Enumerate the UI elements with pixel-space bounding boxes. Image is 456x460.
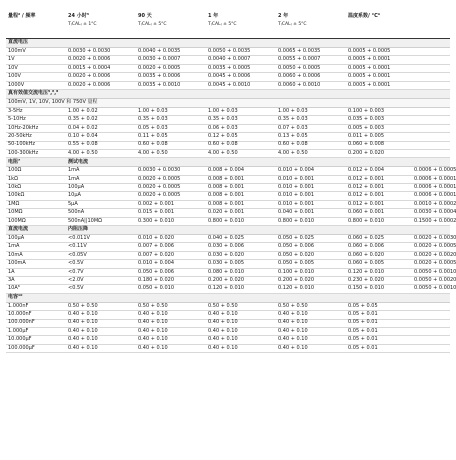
value-24h: 0.40 + 0.10	[66, 319, 136, 327]
value-temp: 0.1500 + 0.0002	[414, 217, 456, 224]
value-2y: 0.35 + 0.03	[276, 116, 346, 124]
range-cell: 100Ω	[6, 167, 66, 175]
condition-value: <0.7V	[68, 268, 84, 275]
value-90d: 0.008 + 0.001	[206, 175, 276, 183]
range-cell: 1.000nF	[6, 302, 66, 310]
value-1y: 0.60 + 0.08	[206, 141, 276, 149]
value-1y: 1.00 + 0.03	[206, 107, 276, 115]
value-2y: 0.012 + 0.001	[348, 192, 384, 199]
section-subtitle: 内阻压降	[66, 226, 136, 235]
table-row	[6, 302, 450, 310]
value-24h: 0.300 + 0.010	[136, 217, 206, 225]
table-row	[6, 243, 450, 251]
value-24h: 0.010 + 0.004	[136, 260, 206, 268]
value-2y-and-temp	[346, 167, 456, 175]
condition-and-24h-cell	[66, 285, 136, 293]
table-row	[6, 116, 450, 124]
value-2y: 0.40 + 0.10	[276, 319, 346, 327]
range-cell: 10MΩ	[6, 209, 66, 217]
value-1y: 0.050 + 0.006	[276, 243, 346, 251]
value-temp: 0.0050 + 0.0010	[414, 285, 456, 292]
value-2y: 0.60 + 0.08	[276, 141, 346, 149]
value-24h: 0.050 + 0.010	[136, 285, 206, 293]
value-2y-and-temp	[346, 184, 456, 192]
section-header	[6, 158, 450, 167]
range-cell: 10mA	[6, 251, 66, 259]
table-row	[6, 311, 450, 319]
value-24h: 0.55 + 0.08	[66, 141, 136, 149]
value-1y: 0.35 + 0.03	[206, 116, 276, 124]
range-cell: 1mA	[6, 243, 66, 251]
value-90d: 0.60 + 0.08	[136, 141, 206, 149]
value-90d: 0.40 + 0.10	[136, 336, 206, 344]
condition-value: <2.0V	[68, 276, 84, 283]
value-1y: 0.40 + 0.10	[206, 319, 276, 327]
section-header	[6, 293, 450, 302]
range-cell: 100-300kHz	[6, 149, 66, 157]
range-cell: 100MΩ	[6, 217, 66, 225]
value-2y-and-temp	[346, 243, 456, 251]
value-90d: 0.030 + 0.006	[206, 243, 276, 251]
value-90d: 0.0035 + 0.0006	[136, 73, 206, 81]
condition-and-24h-cell	[66, 209, 136, 217]
range-cell: 1A	[6, 268, 66, 276]
range-cell: 100mA	[6, 260, 66, 268]
value-1y: 0.010 + 0.001	[276, 175, 346, 183]
value-24h: 0.40 + 0.10	[66, 327, 136, 335]
range-cell: 10Hz-20kHz	[6, 124, 66, 132]
value-1y: 0.050 + 0.005	[276, 260, 346, 268]
table-row	[6, 81, 450, 89]
value-1y: 0.50 + 0.50	[206, 302, 276, 310]
value-90d: 0.40 + 0.10	[136, 327, 206, 335]
value-24h: 0.0020 + 0.0006	[66, 81, 136, 89]
table-row	[6, 192, 450, 200]
value-temp: 0.035 + 0.003	[346, 116, 450, 124]
value-90d: 0.50 + 0.50	[136, 302, 206, 310]
value-2y: 4.00 + 0.50	[276, 149, 346, 157]
table-row	[6, 268, 450, 276]
value-2y: 0.0065 + 0.0035	[276, 48, 346, 56]
header-col5: 温度系数/ °C⁴	[346, 12, 450, 39]
value-2y: 0.0050 + 0.0005	[276, 64, 346, 72]
value-temp: 0.0020 + 0.0005	[414, 260, 456, 267]
value-90d: 0.40 + 0.10	[136, 344, 206, 352]
value-24h: 0.0030 + 0.0030	[66, 48, 136, 56]
value-90d: 0.40 + 0.10	[136, 319, 206, 327]
range-cell: 3A	[6, 276, 66, 284]
condition-and-24h-cell	[66, 260, 136, 268]
table-row	[6, 327, 450, 335]
value-1y: 0.100 + 0.010	[276, 268, 346, 276]
value-1y: 0.050 + 0.025	[276, 235, 346, 243]
table-row	[6, 149, 450, 157]
section-title: 直流电压	[6, 39, 450, 48]
value-temp: 0.0006 + 0.0005	[414, 167, 456, 174]
value-2y: 0.230 + 0.020	[348, 276, 384, 283]
value-1y: 0.010 + 0.001	[276, 192, 346, 200]
range-cell: 100.000μF	[6, 344, 66, 352]
table-row	[6, 73, 450, 81]
range-cell: 20-50kHz	[6, 133, 66, 141]
condition-value: 10μA	[68, 192, 81, 199]
range-cell: 3-5Hz	[6, 107, 66, 115]
condition-and-24h-cell	[66, 192, 136, 200]
condition-value: 5μA	[68, 200, 78, 207]
header-col4: 2 年 T₍CAL₎ ± 5°C	[276, 12, 346, 39]
section-note: 100mV, 1V, 10V, 100V 和 750V 量程	[6, 98, 450, 107]
value-2y: 0.060 + 0.025	[348, 234, 384, 241]
value-24h: 0.40 + 0.10	[66, 344, 136, 352]
value-2y-and-temp	[346, 209, 456, 217]
value-24h: 0.40 + 0.10	[66, 311, 136, 319]
range-cell: 100V	[6, 73, 66, 81]
value-2y: 0.120 + 0.010	[348, 268, 384, 275]
value-1y: 0.0040 + 0.0007	[206, 56, 276, 64]
value-2y: 0.07 + 0.03	[276, 124, 346, 132]
value-temp: 0.05 + 0.05	[346, 302, 450, 310]
value-2y: 0.012 + 0.001	[348, 200, 384, 207]
condition-and-24h-cell	[66, 235, 136, 243]
value-2y: 0.060 + 0.006	[348, 243, 384, 250]
value-24h: 0.35 + 0.02	[66, 116, 136, 124]
range-cell: 10.000nF	[6, 311, 66, 319]
value-24h: 0.007 + 0.006	[136, 243, 206, 251]
value-temp: 0.100 + 0.003	[346, 107, 450, 115]
condition-and-24h-cell	[66, 167, 136, 175]
value-90d: 0.40 + 0.10	[136, 311, 206, 319]
value-1y: 0.200 + 0.020	[276, 276, 346, 284]
value-90d: 0.200 + 0.020	[206, 276, 276, 284]
value-90d: 0.35 + 0.03	[136, 116, 206, 124]
value-90d: 0.0030 + 0.0007	[136, 56, 206, 64]
section-header	[6, 226, 450, 235]
section-title: 直流电流	[6, 226, 66, 235]
value-temp: 0.060 + 0.008	[346, 141, 450, 149]
value-24h: 0.007 + 0.020	[136, 251, 206, 259]
section-header	[6, 89, 450, 98]
value-24h: 0.40 + 0.10	[66, 336, 136, 344]
section-title: 电阻⁷	[6, 158, 66, 167]
value-2y: 0.13 + 0.05	[276, 133, 346, 141]
value-2y: 0.060 + 0.020	[348, 251, 384, 258]
value-1y: 0.800 + 0.010	[276, 217, 346, 225]
value-90d: 0.0035 + 0.0010	[136, 81, 206, 89]
table-row	[6, 260, 450, 268]
spec-table	[6, 12, 456, 353]
value-90d: 0.0020 + 0.0005	[136, 64, 206, 72]
table-header-row	[6, 12, 450, 39]
value-temp: 0.0005 + 0.0001	[346, 73, 450, 81]
table-row	[6, 200, 450, 208]
condition-and-24h-cell	[66, 251, 136, 259]
value-temp: 0.0005 + 0.0005	[346, 48, 450, 56]
condition-value: <0.11V	[68, 243, 87, 250]
value-90d: 0.008 + 0.001	[206, 184, 276, 192]
value-1y: 0.0045 + 0.0010	[206, 81, 276, 89]
range-cell: 1MΩ	[6, 200, 66, 208]
condition-value: 1mA	[68, 167, 80, 174]
value-90d: 0.800 + 0.010	[206, 217, 276, 225]
value-2y-and-temp	[346, 268, 456, 276]
value-24h: 0.0020 + 0.0005	[136, 184, 206, 192]
value-1y: 0.40 + 0.10	[206, 336, 276, 344]
value-temp: 0.0006 + 0.0001	[414, 184, 456, 191]
range-cell: 50-100kHz	[6, 141, 66, 149]
value-2y: 0.40 + 0.10	[276, 336, 346, 344]
value-temp: 0.0020 + 0.0005	[414, 243, 456, 250]
value-2y-and-temp	[346, 217, 456, 225]
value-1y: 0.40 + 0.10	[206, 311, 276, 319]
table-row	[6, 133, 450, 141]
table-row	[6, 124, 450, 132]
range-cell: 1kΩ	[6, 175, 66, 183]
value-2y: 0.40 + 0.10	[276, 327, 346, 335]
value-90d: 1.00 + 0.03	[136, 107, 206, 115]
header-range: 量程² / 频率	[6, 12, 66, 39]
table-row	[6, 235, 450, 243]
condition-value: 500nA	[68, 209, 85, 216]
value-1y: 0.40 + 0.10	[206, 344, 276, 352]
value-24h: 0.002 + 0.001	[136, 200, 206, 208]
condition-value: <0.05V	[68, 251, 87, 258]
value-2y: 0.0060 + 0.0010	[276, 81, 346, 89]
value-2y: 0.012 + 0.004	[348, 167, 384, 174]
table-row	[6, 107, 450, 115]
value-90d: 0.030 + 0.005	[206, 260, 276, 268]
value-temp: 0.0006 + 0.0001	[414, 192, 456, 199]
value-2y: 0.50 + 0.50	[276, 302, 346, 310]
value-2y: 0.150 + 0.010	[348, 285, 384, 292]
value-2y: 0.060 + 0.005	[348, 260, 384, 267]
condition-and-24h-cell	[66, 200, 136, 208]
value-1y: 0.010 + 0.004	[276, 167, 346, 175]
table-row	[6, 175, 450, 183]
condition-value: <0.5V	[68, 260, 84, 267]
value-1y: 0.120 + 0.010	[276, 285, 346, 293]
value-temp: 0.0005 + 0.0001	[346, 81, 450, 89]
value-temp: 0.05 + 0.01	[346, 344, 450, 352]
value-2y-and-temp	[346, 234, 456, 243]
value-24h: 0.050 + 0.006	[136, 268, 206, 276]
range-cell: 5-10Hz	[6, 116, 66, 124]
condition-and-24h-cell	[66, 184, 136, 192]
value-temp: 0.0006 + 0.0001	[414, 175, 456, 182]
table-row	[6, 336, 450, 344]
value-temp: 0.0050 + 0.0010	[414, 268, 456, 275]
range-cell: 10A⁸	[6, 285, 66, 293]
value-1y: 0.0035 + 0.0005	[206, 64, 276, 72]
value-1y: 0.06 + 0.03	[206, 124, 276, 132]
range-cell: 10.000μF	[6, 336, 66, 344]
condition-value: <0.5V	[68, 285, 84, 292]
section-filler	[136, 158, 450, 167]
table-row	[6, 64, 450, 72]
value-90d: 4.00 + 0.50	[136, 149, 206, 157]
value-2y-and-temp	[346, 251, 456, 259]
value-90d: 0.0040 + 0.0035	[136, 48, 206, 56]
value-1y: 0.12 + 0.05	[206, 133, 276, 141]
value-1y: 0.0050 + 0.0035	[206, 48, 276, 56]
value-90d: 0.11 + 0.05	[136, 133, 206, 141]
header-col3: 1 年 T₍CAL₎ ± 5°C	[206, 12, 276, 39]
condition-value: 1mA	[68, 175, 80, 182]
value-temp: 0.005 + 0.003	[346, 124, 450, 132]
value-temp: 0.0005 + 0.0001	[346, 64, 450, 72]
value-24h: 0.180 + 0.020	[136, 276, 206, 284]
value-90d: 0.008 + 0.001	[206, 200, 276, 208]
section-subtitle: 测试电流	[66, 158, 136, 167]
value-1y: 0.40 + 0.10	[206, 327, 276, 335]
value-1y: 0.040 + 0.001	[276, 209, 346, 217]
value-2y: 0.800 + 0.010	[348, 217, 384, 224]
table-row	[6, 251, 450, 259]
value-24h: 0.04 + 0.02	[66, 124, 136, 132]
value-24h: 4.00 + 0.50	[66, 149, 136, 157]
value-24h: 0.015 + 0.001	[136, 209, 206, 217]
value-24h: 0.0020 + 0.0005	[136, 192, 206, 200]
table-row	[6, 141, 450, 149]
value-24h: 0.010 + 0.020	[136, 235, 206, 243]
table-row	[6, 167, 450, 175]
value-90d: 0.008 + 0.004	[206, 167, 276, 175]
value-90d: 0.05 + 0.03	[136, 124, 206, 132]
value-90d: 0.008 + 0.001	[206, 192, 276, 200]
value-1y: 0.050 + 0.020	[276, 251, 346, 259]
header-col1: 24 小时³ T₍CAL₎ ± 1°C	[66, 12, 136, 39]
value-24h: 1.00 + 0.02	[66, 107, 136, 115]
value-24h: 0.0030 + 0.0030	[136, 167, 206, 175]
value-temp: 0.05 + 0.01	[346, 319, 450, 327]
value-1y: 0.010 + 0.001	[276, 184, 346, 192]
table-row	[6, 48, 450, 56]
table-row	[6, 285, 450, 293]
table-row	[6, 56, 450, 64]
value-temp: 0.05 + 0.01	[346, 327, 450, 335]
section-filler	[136, 226, 450, 235]
value-2y: 0.0055 + 0.0007	[276, 56, 346, 64]
value-temp: 0.0050 + 0.0020	[414, 276, 456, 283]
value-2y-and-temp	[346, 285, 456, 293]
value-1y: 4.00 + 0.50	[206, 149, 276, 157]
value-90d: 0.030 + 0.020	[206, 251, 276, 259]
range-cell: 1V	[6, 56, 66, 64]
value-1y: 0.010 + 0.001	[276, 200, 346, 208]
value-90d: 0.120 + 0.010	[206, 285, 276, 293]
section-title: 真有效值交流电压⁵,⁶,⁸	[6, 89, 450, 98]
value-2y: 0.060 + 0.001	[348, 209, 384, 216]
value-2y-and-temp	[346, 200, 456, 208]
range-cell: 10V	[6, 64, 66, 72]
value-2y: 1.00 + 0.03	[276, 107, 346, 115]
value-24h: 0.0015 + 0.0004	[66, 64, 136, 72]
condition-value: 500nA||10MΩ	[68, 217, 102, 224]
value-temp: 0.011 + 0.005	[346, 133, 450, 141]
table-row	[6, 184, 450, 192]
table-row	[6, 217, 450, 225]
value-24h: 0.50 + 0.50	[66, 302, 136, 310]
value-temp: 0.05 + 0.01	[346, 311, 450, 319]
value-temp: 0.0005 + 0.0001	[346, 56, 450, 64]
table-row	[6, 209, 450, 217]
range-cell: 10kΩ	[6, 184, 66, 192]
value-2y: 0.012 + 0.001	[348, 175, 384, 182]
value-temp: 0.0020 + 0.0020	[414, 251, 456, 258]
section-title: 电容¹⁰	[6, 293, 450, 302]
value-2y-and-temp	[346, 260, 456, 268]
table-row	[6, 319, 450, 327]
value-temp: 0.0030 + 0.0004	[414, 209, 456, 216]
value-temp: 0.200 + 0.020	[346, 149, 450, 157]
range-cell: 100mV	[6, 48, 66, 56]
value-2y: 0.012 + 0.001	[348, 184, 384, 191]
value-2y-and-temp	[346, 276, 456, 284]
value-2y-and-temp	[346, 192, 456, 200]
header-col2: 90 天 T₍CAL₎ ± 5°C	[136, 12, 206, 39]
condition-value: 100μA	[68, 184, 85, 191]
range-cell: 1000V	[6, 81, 66, 89]
value-temp: 0.0020 + 0.0030	[414, 234, 456, 241]
section-header	[6, 39, 450, 48]
range-cell: 100μA	[6, 235, 66, 243]
range-cell: 1.000μF	[6, 327, 66, 335]
condition-value: <0.011V	[68, 234, 90, 241]
section-note-row	[6, 98, 450, 107]
value-temp: 0.05 + 0.01	[346, 336, 450, 344]
value-90d: 0.020 + 0.001	[206, 209, 276, 217]
value-24h: 0.0020 + 0.0006	[66, 56, 136, 64]
value-temp: 0.0010 + 0.0002	[414, 200, 456, 207]
value-24h: 0.0020 + 0.0005	[136, 175, 206, 183]
table-row	[6, 276, 450, 284]
condition-and-24h-cell	[66, 276, 136, 284]
value-90d: 0.040 + 0.025	[206, 235, 276, 243]
value-2y: 0.40 + 0.10	[276, 311, 346, 319]
value-2y-and-temp	[346, 175, 456, 183]
condition-and-24h-cell	[66, 243, 136, 251]
condition-and-24h-cell	[66, 217, 136, 225]
value-90d: 0.080 + 0.010	[206, 268, 276, 276]
range-cell: 100kΩ	[6, 192, 66, 200]
value-2y: 0.0060 + 0.0006	[276, 73, 346, 81]
value-1y: 0.0045 + 0.0006	[206, 73, 276, 81]
value-24h: 0.0020 + 0.0006	[66, 73, 136, 81]
value-24h: 0.10 + 0.04	[66, 133, 136, 141]
table-row	[6, 344, 450, 352]
condition-and-24h-cell	[66, 268, 136, 276]
condition-and-24h-cell	[66, 175, 136, 183]
range-cell: 100.000nF	[6, 319, 66, 327]
value-2y: 0.40 + 0.10	[276, 344, 346, 352]
